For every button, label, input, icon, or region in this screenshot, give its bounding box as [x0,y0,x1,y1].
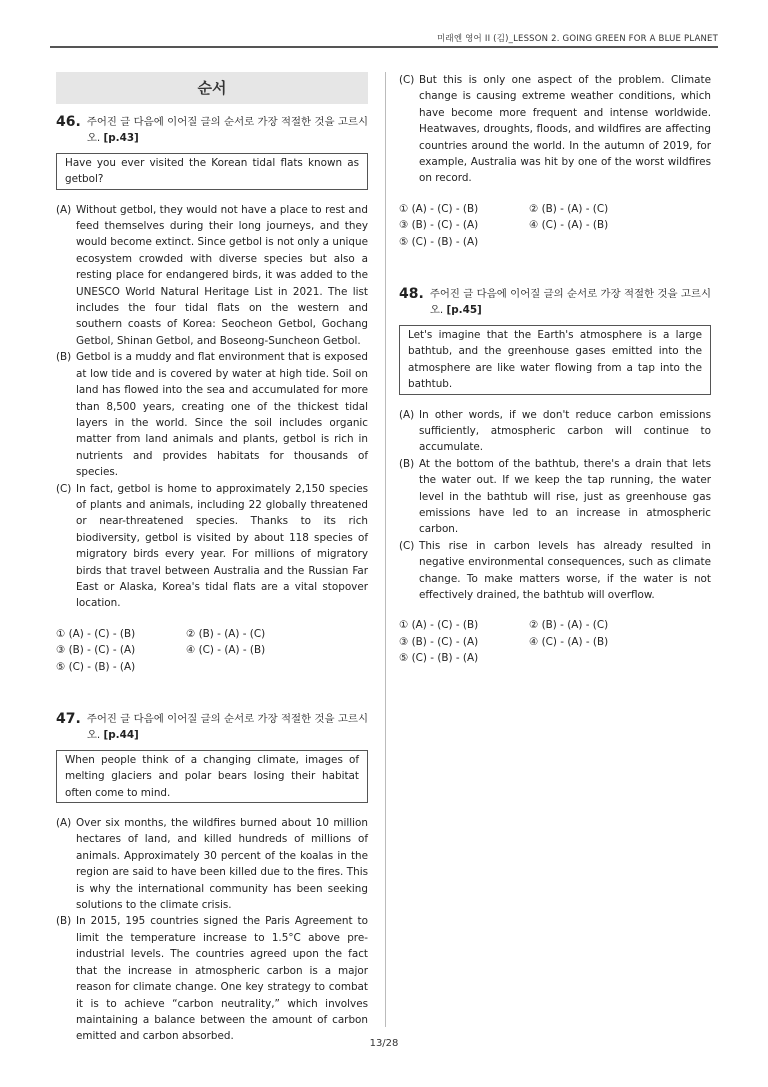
page-reference: [p.44] [103,729,139,742]
option-4[interactable]: ④ (C) - (A) - (B) [186,644,266,657]
question-number: 47. [56,711,81,727]
passage-text: But this is only one aspect of the problem. Climate change is causing extreme weather conditions, which have become more frequent and intense worldwide. Heatwaves, droughts, floods, and wildfires are affecting countries around the world. In the autumn of 2019, for example, Australia was hit by one of the worst wildfires on record. [419,74,711,185]
passage-text: Without getbol, they would not have a place to rest and feed themselves during their long journeys, and they would become extinct. Since getbol is not only a unique ecosystem crowded with diverse species but also a resting place for endangered birds, it was added to the UNESCO World Natural Heritage List in 2021. The list includes the four tidal flats on the western and southern coasts of Korea: Seocheon Getbol, Gochang Getbol, Shinan Getbol, and Boseong-Suncheon Getbol. [76,203,368,347]
question-47 [56,711,368,1045]
option-2[interactable]: ② (B) - (A) - (C) [186,627,266,640]
option-2[interactable]: ② (B) - (A) - (C) [529,619,609,632]
question-prompt: 주어진 글 다음에 이어질 글의 순서로 가장 적절한 것을 고르시오. [86,116,368,145]
question-number: 48. [399,286,424,303]
option-1[interactable]: ① (A) - (C) - (B) [56,627,136,640]
given-passage: Have you ever visited the Korean tidal flats known as getbol? [56,153,368,190]
option-4[interactable]: ④ (C) - (A) - (B) [529,635,609,648]
page-reference: [p.43] [103,132,139,145]
passage-a [399,407,711,456]
passage-label: (A) [399,408,415,421]
right-column [399,72,711,667]
passage-text: In other words, if we don't reduce carbon emissions sufficiently, atmospheric carbon will continue to accumulate. [419,408,711,454]
page-header: 미래엔 영어 II (김)_LESSON 2. GOING GREEN FOR A BLUE PLANET [437,34,718,44]
passage-text: Over six months, the wildfires burned about 10 million hectares of land, and killed hundreds of millions of animals. Approximately 30 percent of the koalas in the region are said to have been killed due to the fires. This is why the international community has been seeking solutions to the climate crisis. [76,817,368,912]
left-column [56,72,368,1045]
header-rule [50,46,718,48]
page-number: 13/28 [369,1038,399,1049]
passage-c [56,481,368,612]
option-5[interactable]: ⑤ (C) - (B) - (A) [56,660,136,673]
given-passage: When people think of a changing climate, images of melting glaciers and polar bears losing their habitat often come to mind. [56,750,368,803]
passage-label: (A) [56,203,72,216]
question-prompt: 주어진 글 다음에 이어질 글의 순서로 가장 적절한 것을 고르시오. [86,713,368,742]
question-46 [56,114,368,675]
passage-text: In 2015, 195 countries signed the Paris Agreement to limit the temperature increase to 1.5°C above pre-industrial levels. The countries agreed upon the fact that the increase in atmospheric carbon is a major reason for climate change. One key strategy to combat it is to achieve “carbon neutrality,” which involves maintaining a balance between the amount of carbon emitted and carbon absorbed. [76,915,368,1043]
option-5[interactable]: ⑤ (C) - (B) - (A) [399,235,479,248]
passage-text: Getbol is a muddy and flat environment that is exposed at low tide and is covered by water at high tide. Soil on land has flowed into the sea and accumulated for more than 8,500 years, creating one of the thickest tidal layers in the world. Since the soil includes organic matter from land animals and plants, getbol is rich in nutrients and provides habitats for thousands of species. [76,351,368,479]
passage-label: (B) [56,915,72,928]
passage-label: (B) [399,457,415,470]
option-3[interactable]: ③ (B) - (C) - (A) [399,635,479,648]
option-2[interactable]: ② (B) - (A) - (C) [529,202,609,215]
option-1[interactable]: ① (A) - (C) - (B) [399,202,479,215]
passage-text: This rise in carbon levels has already resulted in negative environmental consequences, such as climate change. To make matters worse, if the water is not effectively drained, the bathtub will overflow. [419,539,711,601]
page-reference: [p.45] [446,304,482,317]
passage-label: (C) [399,74,415,86]
passage-c [399,72,711,187]
question-prompt: 주어진 글 다음에 이어질 글의 순서로 가장 적절한 것을 고르시오. [429,288,711,317]
answer-options [56,626,368,675]
passage-text: At the bottom of the bathtub, there's a drain that lets the water out. If we keep the tap running, the water level in the bathtub will rise, just as greenhouse gas emissions have led to an increase in atmospheric carbon. [419,457,711,536]
option-3[interactable]: ③ (B) - (C) - (A) [56,644,136,657]
passage-c [399,538,711,604]
option-3[interactable]: ③ (B) - (C) - (A) [399,219,479,232]
passage-b [56,913,368,1044]
question-48 [399,286,711,667]
passage-b [399,456,711,538]
passage-label: (A) [56,817,72,830]
question-number: 46. [56,114,81,130]
passage-text: In fact, getbol is home to approximately 2,150 species of plants and animals, including 22 globally threatened or near-threatened species. Thanks to its rich biodiversity, getbol is visited by about 118 species of migratory birds every year. For millions of migratory birds that travel between Australia and the Russian Far East or Alaska, Korea's tidal flats are a vital stopover location. [76,482,368,610]
passage-a [56,202,368,350]
option-5[interactable]: ⑤ (C) - (B) - (A) [399,652,479,665]
section-title: 순서 [56,72,368,104]
option-4[interactable]: ④ (C) - (A) - (B) [529,219,609,232]
given-passage: Let's imagine that the Earth's atmosphere is a large bathtub, and the greenhouse gases emitted into the atmosphere are like water flowing from a tap into the bathtub. [399,325,711,395]
passage-label: (C) [399,539,415,552]
question-47-continued [399,72,711,250]
answer-options [399,617,711,666]
option-1[interactable]: ① (A) - (C) - (B) [399,619,479,632]
answer-options [399,201,711,250]
passage-a [56,815,368,913]
passage-label: (B) [56,351,72,364]
passage-label: (C) [56,482,72,495]
passage-b [56,349,368,480]
column-divider [385,72,386,1027]
